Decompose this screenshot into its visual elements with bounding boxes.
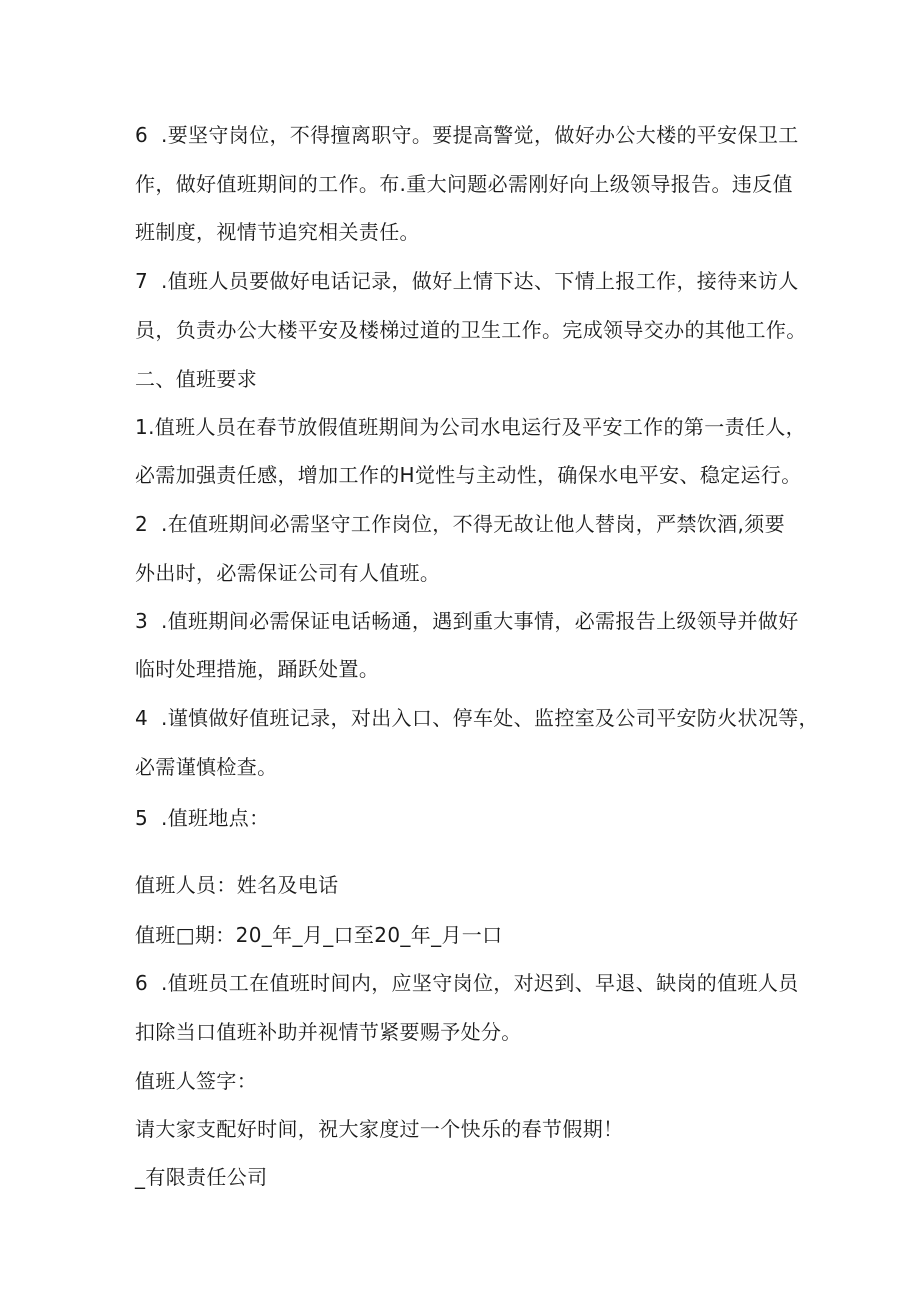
line-text: 值班人签字： bbox=[135, 1069, 258, 1093]
line-text: 作，做好值班期间的工作。布.重大问题必需刚好向上级领导报告。违反值 bbox=[135, 172, 793, 196]
line-text: 1.值班人员在春节放假值班期间为公司水电运行及平安工作的第一责任人， bbox=[135, 415, 806, 439]
line-text: .要坚守岗位，不得擅离职守。要提高警觉，做好办公大楼的平安保卫工 bbox=[161, 123, 799, 147]
line-text: .值班员工在值班时间内，应坚守岗位，对迟到、早退、缺岗的值班人员 bbox=[161, 971, 799, 995]
item-number: 2 bbox=[135, 512, 149, 536]
paragraph-line bbox=[135, 122, 799, 148]
paragraph-line bbox=[135, 560, 795, 586]
line-text: .值班期间必需保证电话畅通，遇到重大事情，必需报告上级领导并做好 bbox=[161, 609, 799, 633]
paragraph-line bbox=[135, 1019, 795, 1045]
paragraph-line bbox=[135, 268, 799, 294]
paragraph-line bbox=[135, 219, 795, 245]
line-text: 必需谨慎检查。 bbox=[135, 755, 278, 779]
paragraph-line bbox=[135, 462, 802, 488]
line-text: 必需加强责任感，增加工作的H觉性与主动性，确保水电平安、稳定运行。 bbox=[135, 463, 802, 487]
section-heading bbox=[135, 366, 795, 392]
line-text: _有限责任公司 bbox=[135, 1165, 268, 1189]
line-text: 值班人员：姓名及电话 bbox=[135, 873, 339, 897]
paragraph-line bbox=[135, 922, 795, 948]
company-name bbox=[135, 1164, 795, 1190]
item-number: 4 bbox=[135, 706, 149, 730]
paragraph-line bbox=[135, 656, 795, 682]
item-number: 7 bbox=[135, 269, 149, 293]
paragraph-line bbox=[135, 805, 795, 831]
line-text: .谨慎做好值班记录，对出入口、停车处、监控室及公司平安防火状况等， bbox=[161, 706, 819, 730]
heading-text: 二、值班要求 bbox=[135, 367, 258, 391]
line-text: 临时处理措施，踊跃处置。 bbox=[135, 657, 380, 681]
item-number: 3 bbox=[135, 609, 149, 633]
paragraph-line bbox=[135, 705, 819, 731]
line-text: .在值班期间必需坚守工作岗位，不得无故让他人替岗，严禁饮酒,须要 bbox=[161, 512, 785, 536]
paragraph-line bbox=[135, 872, 795, 898]
paragraph-line bbox=[135, 171, 795, 197]
paragraph-line bbox=[135, 970, 799, 996]
line-text: 班制度，视情节追究相关责任。 bbox=[135, 220, 420, 244]
line-text: 外出时，必需保证公司有人值班。 bbox=[135, 561, 441, 585]
paragraph-line bbox=[135, 414, 806, 440]
paragraph-line bbox=[135, 511, 795, 537]
line-text: 扣除当口值班补助并视情节紧要赐予处分。 bbox=[135, 1020, 522, 1044]
item-number: 6 bbox=[135, 123, 149, 147]
closing-line bbox=[135, 1116, 795, 1142]
line-text: 员，负责办公大楼平安及楼梯过道的卫生工作。完成领导交办的其他工作。 bbox=[135, 318, 807, 342]
paragraph-line bbox=[135, 608, 799, 634]
line-text: .值班人员要做好电话记录，做好上情下达、下情上报工作，接待来访人 bbox=[161, 269, 799, 293]
line-text: .值班地点： bbox=[161, 806, 270, 830]
line-text: 请大家支配好时间，祝大家度过一个快乐的春节假期！ bbox=[135, 1117, 624, 1141]
item-number: 5 bbox=[135, 806, 149, 830]
item-number: 6 bbox=[135, 971, 149, 995]
line-text: 值班□期：20_年_月_口至20_年_月一口 bbox=[135, 923, 503, 947]
paragraph-line bbox=[135, 754, 795, 780]
paragraph-line bbox=[135, 317, 807, 343]
signature-label bbox=[135, 1068, 795, 1094]
